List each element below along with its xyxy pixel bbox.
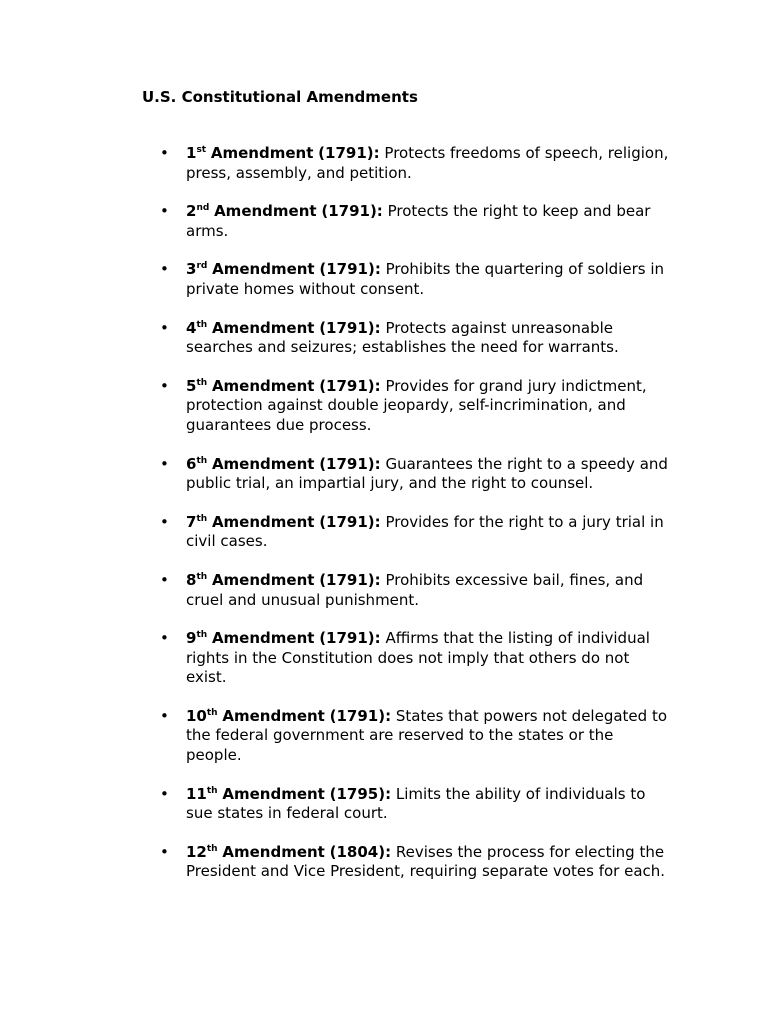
list-item (160, 629, 672, 688)
amendment-label: Amendment (222, 706, 325, 725)
ordinal-suffix: th (196, 571, 208, 582)
ordinal-suffix: rd (196, 261, 208, 272)
bullet-icon: • (160, 144, 169, 162)
amendment-year: (1791): (318, 144, 380, 162)
list-item (160, 202, 672, 241)
amendment-label: Amendment (210, 144, 314, 162)
amendment-year: (1791): (321, 202, 383, 221)
amendment-label: Amendment (222, 784, 325, 803)
amendment-number: 12 (186, 842, 207, 861)
list-item (160, 454, 672, 494)
amendment-label: Amendment (211, 318, 315, 337)
ordinal-suffix: th (206, 785, 218, 796)
amendment-description: Prohibits excessive bail, fines, and cruel and unusual punishment. (186, 570, 644, 609)
document-title: U.S. Constitutional Amendments (142, 88, 418, 106)
bullet-icon: • (160, 202, 169, 221)
amendment-label: Amendment (211, 454, 315, 473)
ordinal-suffix: th (196, 513, 208, 524)
amendment-year: (1791): (319, 260, 381, 279)
list-item (160, 318, 672, 358)
amendment-description: Protects the right to keep and bear arms. (186, 202, 651, 240)
ordinal-suffix: th (196, 319, 208, 330)
ordinal-suffix: th (206, 707, 218, 718)
amendment-number: 10 (186, 706, 207, 725)
amendment-year: (1791): (319, 512, 381, 531)
amendment-year: (1791): (319, 629, 381, 648)
amendment-description: States that powers not delegated to the federal government are reserved to the states or the people. (186, 706, 668, 765)
amendment-label: Amendment (222, 842, 325, 861)
bullet-icon: • (160, 629, 169, 648)
list-item (160, 706, 672, 766)
amendment-label: Amendment (211, 629, 315, 648)
amendment-number: 7 (186, 512, 197, 531)
amendment-number: 1 (186, 144, 197, 162)
amendment-number: 3 (186, 260, 197, 279)
amendment-year: (1795): (329, 784, 392, 803)
list-item (160, 570, 672, 610)
list-item (160, 376, 672, 436)
ordinal-suffix: th (196, 630, 208, 641)
amendment-description: Guarantees the right to a speedy and public trial, an impartial jury, and the right to counsel. (186, 454, 668, 493)
bullet-icon: • (160, 512, 169, 531)
ordinal-suffix: th (196, 455, 208, 466)
amendment-number: 2 (186, 202, 197, 221)
amendment-number: 5 (186, 376, 197, 395)
amendment-description: Protects against unreasonable searches and seizures; establishes the need for warrants. (186, 318, 619, 357)
amendment-description: Protects freedoms of speech, religion, press, assembly, and petition. (186, 144, 669, 182)
amendment-label: Amendment (211, 376, 315, 395)
amendment-year: (1791): (319, 376, 381, 395)
amendment-number: 8 (186, 570, 197, 589)
list-item (160, 260, 672, 299)
ordinal-suffix: nd (196, 203, 210, 214)
ordinal-suffix: st (196, 145, 207, 155)
amendment-year: (1791): (319, 454, 381, 473)
bullet-icon: • (160, 454, 169, 473)
amendment-number: 6 (186, 454, 197, 473)
ordinal-suffix: th (196, 377, 208, 388)
amendment-label: Amendment (211, 570, 315, 589)
bullet-icon: • (160, 842, 169, 861)
amendment-label: Amendment (211, 512, 315, 531)
amendment-number: 11 (186, 784, 207, 803)
ordinal-suffix: th (206, 843, 218, 854)
amendment-description: Prohibits the quartering of soldiers in private homes without consent. (186, 260, 664, 298)
bullet-icon: • (160, 318, 169, 337)
amendment-number: 4 (186, 318, 197, 337)
list-item (160, 784, 672, 824)
bullet-icon: • (160, 570, 169, 589)
amendment-year: (1804): (329, 842, 392, 861)
list-item (160, 512, 672, 552)
list-item (160, 842, 672, 882)
amendment-description: Affirms that the listing of individual rights in the Constitution does not imply that others do not exist. (186, 629, 650, 687)
amendment-year: (1791): (329, 706, 392, 725)
amendment-label: Amendment (214, 202, 317, 221)
amendment-number: 9 (186, 629, 197, 648)
bullet-icon: • (160, 706, 169, 725)
amendment-description: Provides for the right to a jury trial in civil cases. (186, 512, 664, 551)
bullet-icon: • (160, 784, 169, 803)
amendment-year: (1791): (319, 318, 381, 337)
bullet-icon: • (160, 260, 169, 279)
amendment-description: Limits the ability of individuals to sue states in federal court. (186, 784, 646, 823)
amendments-list (160, 144, 672, 901)
amendment-description: Revises the process for electing the President and Vice President, requiring separate votes for each. (186, 842, 666, 881)
amendment-description: Provides for grand jury indictment, protection against double jeopardy, self-incrimination, and guarantees due process. (186, 376, 647, 434)
list-item (160, 144, 672, 183)
amendment-year: (1791): (319, 570, 381, 589)
amendment-label: Amendment (212, 260, 315, 279)
bullet-icon: • (160, 376, 169, 395)
